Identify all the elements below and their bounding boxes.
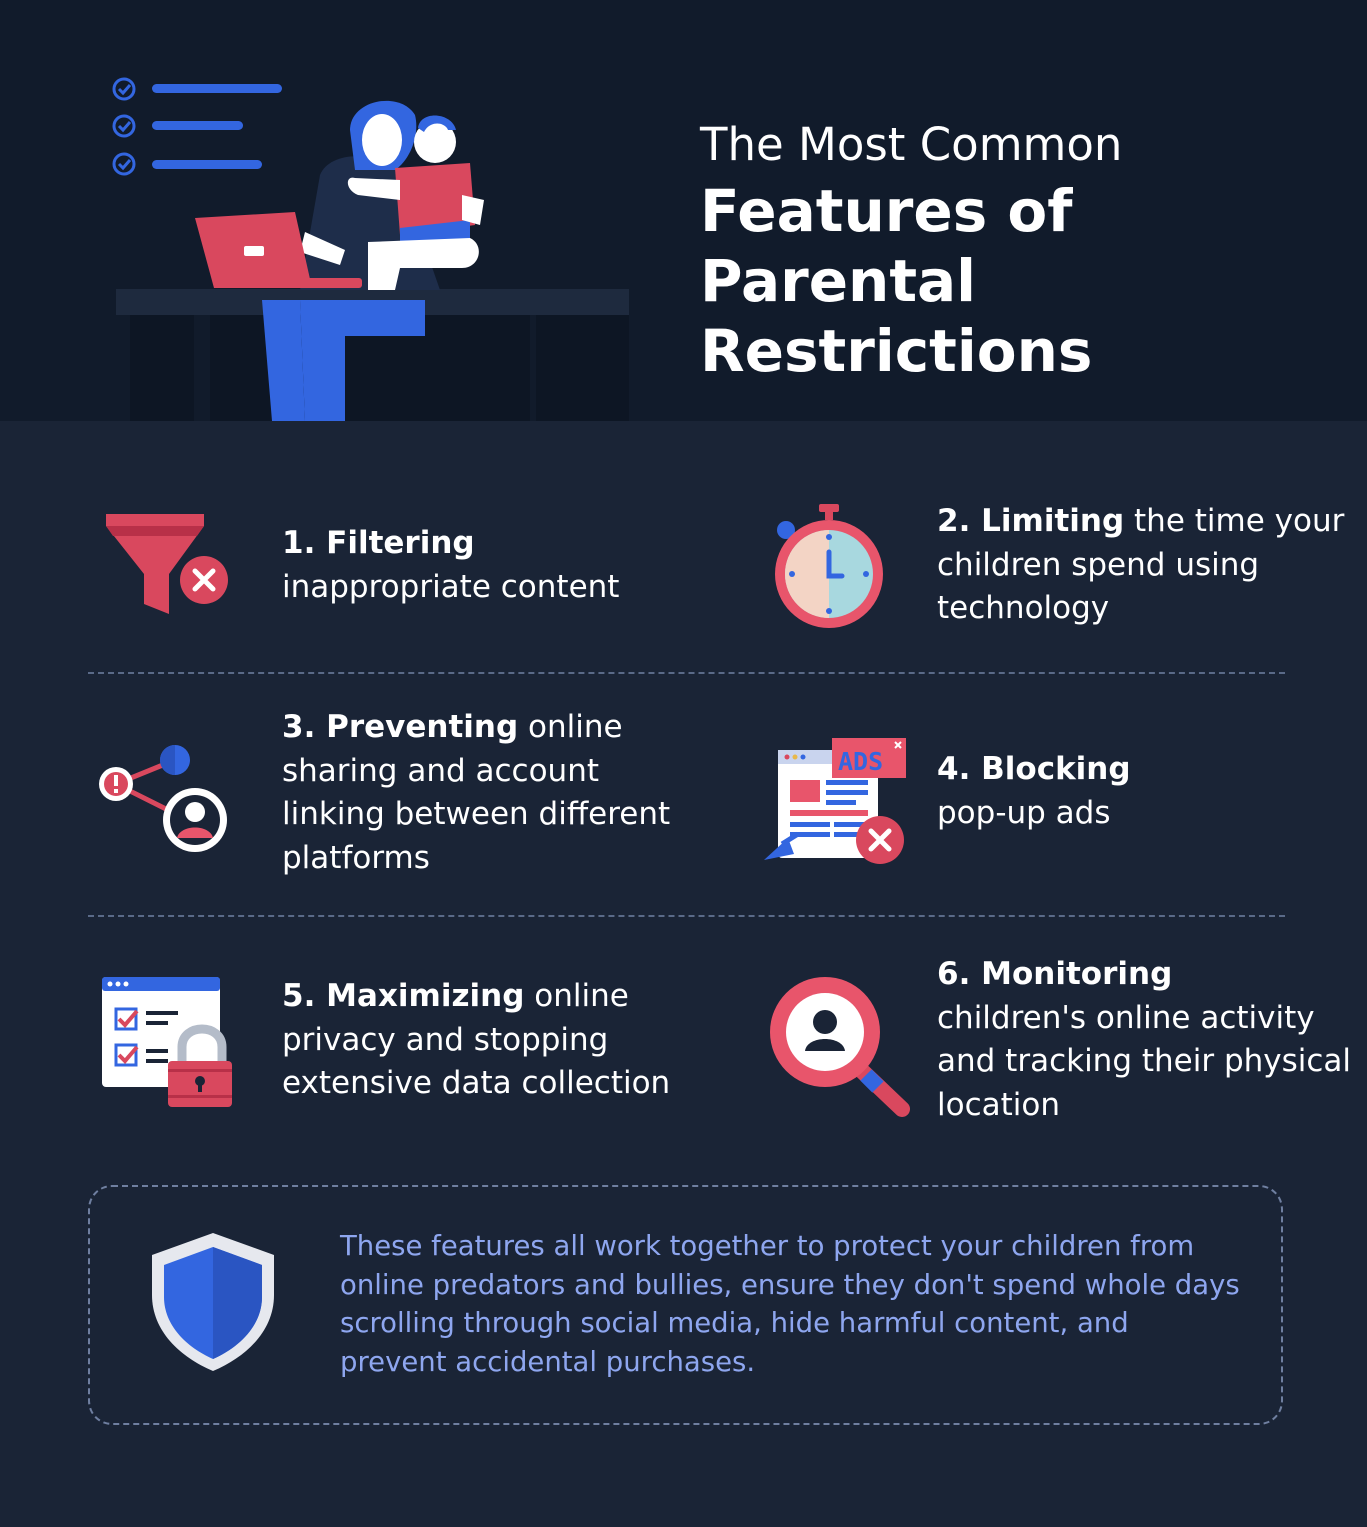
feature-maximizing bbox=[0, 975, 680, 1125]
feature-description: online privacy and stopping extensive data collection bbox=[282, 978, 671, 1101]
feature-text bbox=[282, 706, 682, 880]
divider bbox=[88, 915, 1285, 917]
share-block-icon bbox=[98, 742, 234, 858]
ads-block-icon bbox=[762, 736, 908, 868]
magnifier-user-icon bbox=[770, 977, 910, 1117]
shield-icon bbox=[150, 1231, 276, 1373]
feature-description: pop-up ads bbox=[937, 794, 1111, 831]
feature-text bbox=[937, 748, 1347, 835]
title-block bbox=[700, 118, 1340, 386]
svg-text:ADS: ADS bbox=[838, 747, 884, 776]
feature-lead: 1. Filtering bbox=[282, 525, 475, 561]
feature-limiting bbox=[690, 500, 1367, 640]
feature-preventing bbox=[0, 706, 680, 886]
feature-lead: 5. Maximizing bbox=[282, 978, 525, 1014]
feature-lead: 2. Limiting bbox=[937, 503, 1125, 539]
title-line-1: The Most Common bbox=[700, 118, 1123, 171]
feature-text bbox=[282, 975, 682, 1106]
page-title: Features of Parental Restrictions bbox=[700, 177, 1093, 385]
privacy-lock-icon bbox=[102, 977, 234, 1109]
feature-blocking bbox=[690, 720, 1367, 880]
summary-box bbox=[88, 1185, 1283, 1425]
summary-text: These features all work together to protect your children from online predators and bullies, ensure they don't spend whole days scrolling through social media, hide harmful content, and prevent accidental purchases. bbox=[340, 1230, 1240, 1378]
parent-child-laptop-illustration bbox=[0, 0, 660, 421]
feature-lead: 4. Blocking bbox=[937, 751, 1131, 787]
feature-filtering bbox=[0, 500, 680, 640]
feature-text bbox=[282, 522, 662, 609]
checklist-icon bbox=[114, 79, 282, 174]
feature-description: online sharing and account linking between different platforms bbox=[282, 709, 671, 876]
feature-text bbox=[937, 500, 1347, 631]
feature-description: inappropriate content bbox=[282, 568, 620, 605]
feature-description: the time your children spend using technology bbox=[937, 503, 1345, 626]
feature-lead: 6. Monitoring bbox=[937, 956, 1173, 992]
feature-description: children's online activity and tracking their physical location bbox=[937, 999, 1352, 1123]
feature-text bbox=[937, 953, 1357, 1127]
feature-monitoring bbox=[690, 953, 1367, 1133]
stopwatch-icon bbox=[772, 504, 886, 632]
funnel-x-icon bbox=[104, 514, 230, 618]
feature-lead: 3. Preventing bbox=[282, 709, 519, 745]
divider bbox=[88, 672, 1285, 674]
